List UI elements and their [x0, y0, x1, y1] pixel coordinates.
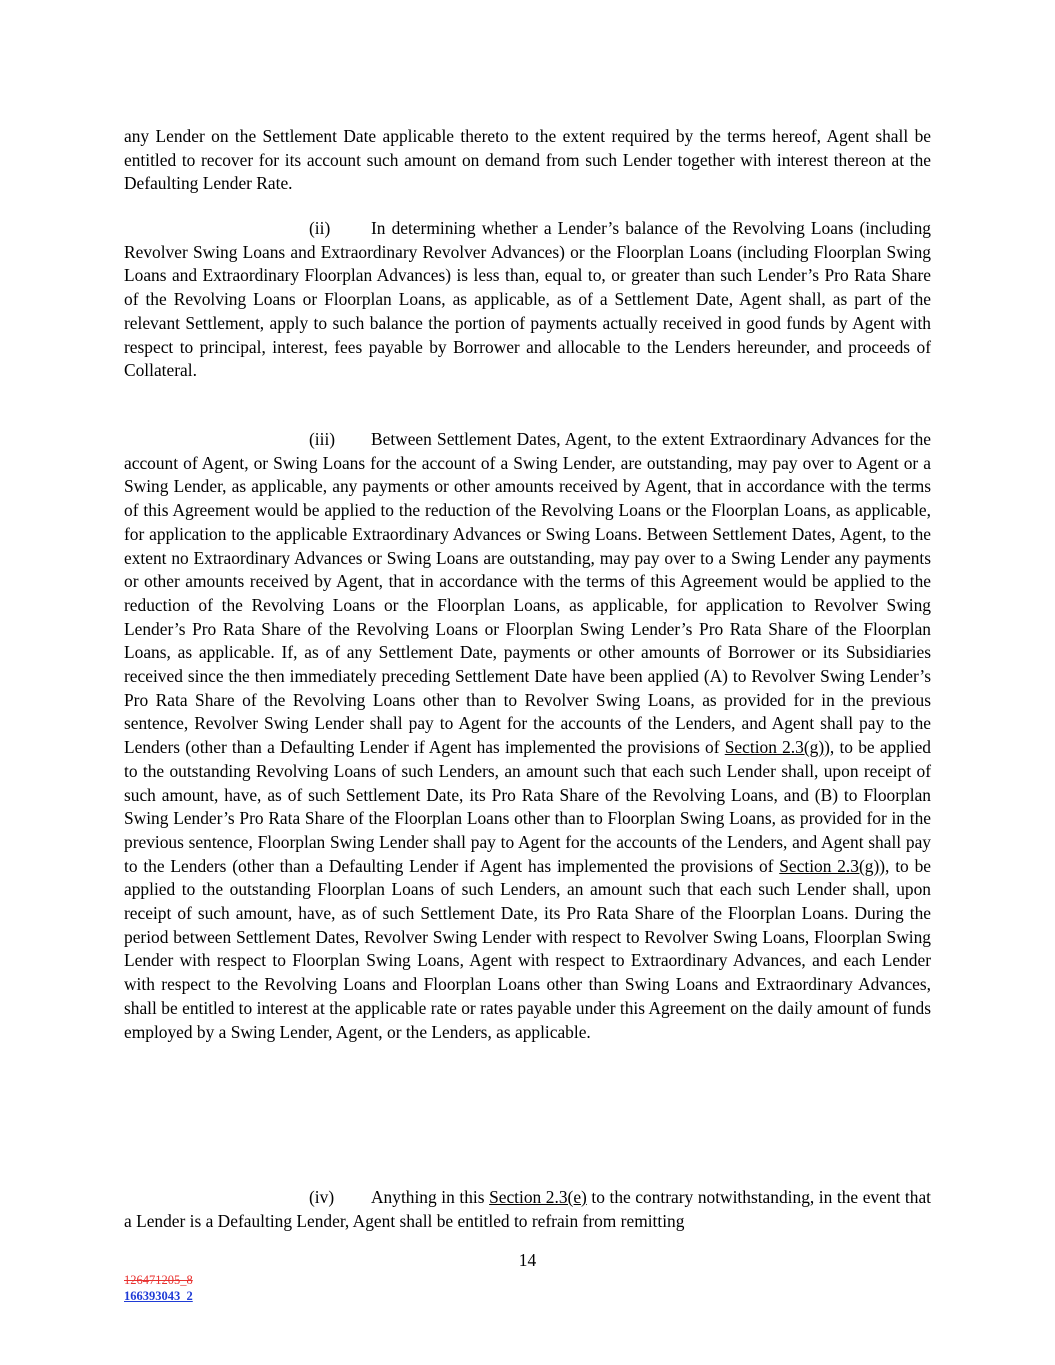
paragraph-text: Between Settlement Dates, Agent, to the extent Extraordinary Advances for the account of Agent, or Swing Loans for the account of a Swing Lender, are outstanding, may pay over to Agent or a Swing Lender, as applicable, any payments or other amounts received by Agent, that in accordance with the terms of this Agreement would be applied to the reduction of the Revolving Loans or the Floorplan Loans, as applicable, for application to the applicable Extraordinary Advances or Swing Loans. Between Settlement Dates, Agent, to the extent no Extraordinary Advances or Swing Loans are outstanding, may pay over to a Swing Lender any payments or other amounts received by Agent, that in accordance with the terms of this Agreement would be applied to the reduction of the Revolving Loans or the Floorplan Loans, as applicable, for application to Revolver Swing Lender’s Pro Rata Share of the Revolving Loans or Floorplan Swing Lender’s Pro Rata Share of the Floorplan Loans, as applicable. If, as of any Settlement Date, payments or other amounts of Borrower or its Subsidiaries received since the then immediately preceding Settlement Date have been applied (A) to Revolver Swing Lender’s Pro Rata Share of the Revolving Loans other than to Revolver Swing Loans, as provided for in the previous sentence, Revolver Swing Lender shall pay to Agent for the accounts of the Lenders, and Agent shall pay to the Lenders (other than a Defaulting Lender if Agent has implemented the provisions of: [124, 429, 931, 758]
document-id-deleted: 126471205_8: [124, 1273, 193, 1287]
paragraph-continuation: any Lender on the Settlement Date applicable thereto to the extent required by the terms hereof, Agent shall be entitled to recover for its account such amount on demand from such Lender together with interest thereon at the Defaulting Lender Rate.: [124, 126, 931, 194]
paragraph-text: to the contrary notwithstanding, in the event that a Lender is a Defaulting Lender, Agent shall be entitled to refrain from remitting: [124, 1187, 932, 1231]
paragraph-text: In determining whether a Lender’s balance of the Revolving Loans (including Revolver Swing Loans and Extraordinary Revolver Advances) or the Floorplan Loans (including Floorplan Swing Loans and Extraordinary Floorplan Advances) is less than, equal to, or greater than such Lender’s Pro Rata Share of the Revolving Loans or Floorplan Loans, as applicable, as of a Settlement Date, Agent shall, as part of the relevant Settlement, apply to such balance the portion of payments actually received in good funds by Agent with respect to principal, interest, fees payable by Borrower and allocable to the Lenders hereunder, and proceeds of Collateral.: [124, 218, 931, 381]
paragraph-text: ), to be applied to the outstanding Revolving Loans of such Lenders, an amount such that each such Lender shall, upon receipt of such amount, have, as of such Settlement Date, its Pro Rata Share of the Revolving Loans, and (B) to Floorplan Swing Lender’s Pro Rata Share of the Floorplan Loans other than to Floorplan Swing Loans, as provided for in the previous sentence, Floorplan Swing Lender shall pay to Agent for the accounts of the Lenders, and Agent shall pay to the Lenders (other than a Defaulting Lender if Agent has implemented the provisions of: [124, 737, 932, 876]
section-reference: Section 2.3(g): [724, 737, 825, 758]
paragraph-ii: [124, 217, 931, 383]
paragraph-iii: [124, 428, 931, 1044]
clause-number: (ii): [309, 218, 331, 238]
section-reference: Section 2.3(g): [779, 855, 880, 876]
clause-number: (iii): [309, 429, 336, 449]
paragraph-text: ), to be applied to the outstanding Floorplan Loans of such Lenders, an amount such that each such Lender shall, upon receipt of such amount, have, as of such Settlement Date, its Pro Rata Share of the Floorplan Loans. During the period between Settlement Dates, Revolver Swing Lender with respect to Revolver Swing Loans, Floorplan Swing Lender with respect to Floorplan Swing Loans, Agent with respect to Extraordinary Advances, and each Lender with respect to the Revolving Loans and Floorplan Loans other than Swing Loans and Extraordinary Advances, shall be entitled to interest at the applicable rate or rates payable under this Agreement on the daily amount of funds employed by a Swing Lender, Agent, or the Lenders, as applicable.: [124, 855, 931, 1042]
page-number: 14: [518, 1250, 537, 1270]
document-id-inserted: 166393043_2: [124, 1289, 193, 1303]
clause-number: (iv): [309, 1187, 335, 1207]
paragraph-text: Anything in this: [371, 1187, 490, 1207]
section-reference: Section 2.3(e): [489, 1187, 587, 1207]
paragraph-iv: [124, 1186, 931, 1233]
